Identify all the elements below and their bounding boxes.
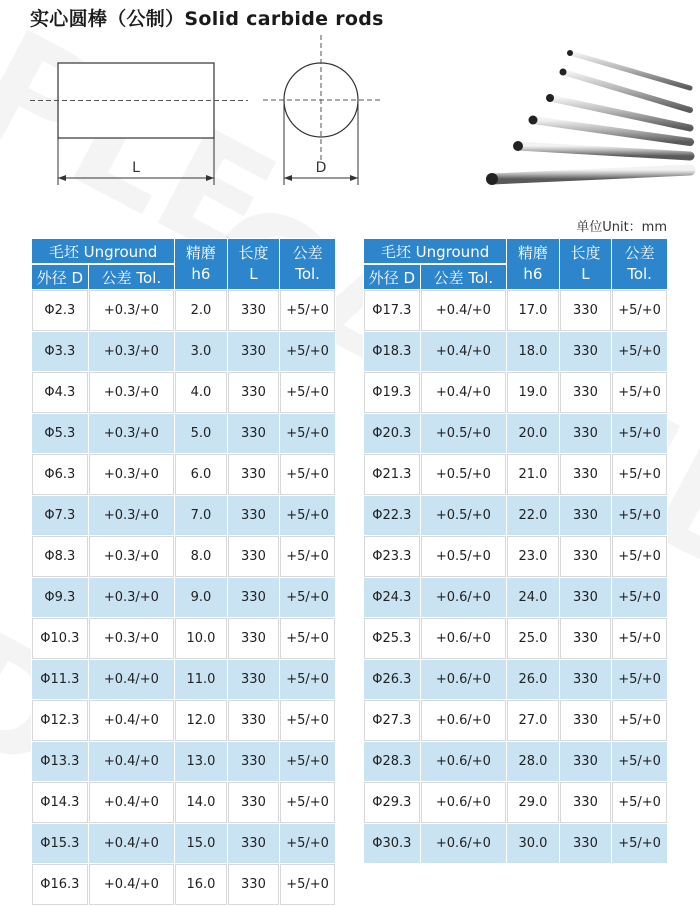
table-row <box>364 454 667 495</box>
cell-tolerance: +5/+0 <box>280 414 335 453</box>
cell-tolerance: +5/+0 <box>612 454 667 495</box>
table-row <box>364 496 667 535</box>
table-row <box>32 496 335 535</box>
table-row <box>32 536 335 577</box>
cell-length: 330 <box>228 742 279 781</box>
table-row <box>32 618 335 659</box>
cell-tolerance: +5/+0 <box>280 700 335 741</box>
table-row <box>364 414 667 453</box>
cell-unground-tolerance: +0.5/+0 <box>421 454 506 495</box>
cell-length: 330 <box>228 414 279 453</box>
table-row <box>32 782 335 823</box>
cell-ground-h6: 17.0 <box>507 290 559 331</box>
header-outer-diameter: 外径 D <box>364 265 420 289</box>
cell-length: 330 <box>560 618 611 659</box>
cell-tolerance: +5/+0 <box>612 414 667 453</box>
table-row <box>32 824 335 863</box>
cell-outer-diameter: Φ29.3 <box>364 782 420 823</box>
cell-ground-h6: 9.0 <box>175 578 227 617</box>
carbide-rods-photo <box>486 50 690 185</box>
cell-ground-h6: 26.0 <box>507 660 559 699</box>
cell-length: 330 <box>228 454 279 495</box>
cell-unground-tolerance: +0.4/+0 <box>89 660 174 699</box>
cell-length: 330 <box>560 372 611 413</box>
cell-unground-tolerance: +0.6/+0 <box>421 660 506 699</box>
cell-tolerance: +5/+0 <box>280 824 335 863</box>
cell-length: 330 <box>560 660 611 699</box>
header-outer-diameter: 外径 D <box>32 265 88 289</box>
cell-outer-diameter: Φ15.3 <box>32 824 88 863</box>
cell-ground-h6: 22.0 <box>507 496 559 535</box>
cell-unground-tolerance: +0.4/+0 <box>89 864 174 905</box>
cell-length: 330 <box>228 782 279 823</box>
cell-unground-tolerance: +0.6/+0 <box>421 824 506 863</box>
cell-outer-diameter: Φ20.3 <box>364 414 420 453</box>
cell-tolerance: +5/+0 <box>612 578 667 617</box>
cell-unground-tolerance: +0.6/+0 <box>421 618 506 659</box>
cell-outer-diameter: Φ4.3 <box>32 372 88 413</box>
header-length: 长度 L <box>560 239 611 289</box>
cell-unground-tolerance: +0.3/+0 <box>89 332 174 371</box>
cell-ground-h6: 29.0 <box>507 782 559 823</box>
cell-unground-tolerance: +0.6/+0 <box>421 700 506 741</box>
cell-outer-diameter: Φ27.3 <box>364 700 420 741</box>
cell-ground-h6: 25.0 <box>507 618 559 659</box>
cell-length: 330 <box>560 782 611 823</box>
header-unground-tolerance: 公差 Tol. <box>421 265 506 289</box>
cell-ground-h6: 28.0 <box>507 742 559 781</box>
table-row <box>364 660 667 699</box>
cell-ground-h6: 7.0 <box>175 496 227 535</box>
cell-tolerance: +5/+0 <box>280 782 335 823</box>
cell-tolerance: +5/+0 <box>612 700 667 741</box>
cell-unground-tolerance: +0.5/+0 <box>421 414 506 453</box>
table-row <box>364 742 667 781</box>
cell-outer-diameter: Φ7.3 <box>32 496 88 535</box>
cell-ground-h6: 10.0 <box>175 618 227 659</box>
cell-tolerance: +5/+0 <box>280 372 335 413</box>
table-row <box>32 864 335 905</box>
header-unground: 毛坯 Unground <box>364 239 506 264</box>
table-row <box>32 700 335 741</box>
cell-ground-h6: 30.0 <box>507 824 559 863</box>
cell-unground-tolerance: +0.3/+0 <box>89 290 174 331</box>
cell-unground-tolerance: +0.4/+0 <box>421 332 506 371</box>
cell-outer-diameter: Φ11.3 <box>32 660 88 699</box>
table-row <box>364 536 667 577</box>
cell-ground-h6: 21.0 <box>507 454 559 495</box>
header-ground-h6: 精磨 h6 <box>175 239 227 289</box>
cell-unground-tolerance: +0.4/+0 <box>89 700 174 741</box>
cell-length: 330 <box>560 578 611 617</box>
cell-tolerance: +5/+0 <box>612 536 667 577</box>
cell-ground-h6: 11.0 <box>175 660 227 699</box>
cell-outer-diameter: Φ19.3 <box>364 372 420 413</box>
cell-unground-tolerance: +0.6/+0 <box>421 742 506 781</box>
cell-length: 330 <box>560 496 611 535</box>
table-row <box>32 290 335 331</box>
cell-ground-h6: 3.0 <box>175 332 227 371</box>
cell-unground-tolerance: +0.4/+0 <box>421 372 506 413</box>
cell-tolerance: +5/+0 <box>280 332 335 371</box>
cell-length: 330 <box>228 332 279 371</box>
cell-outer-diameter: Φ17.3 <box>364 290 420 331</box>
table-row <box>364 290 667 331</box>
cell-ground-h6: 19.0 <box>507 372 559 413</box>
cell-tolerance: +5/+0 <box>612 290 667 331</box>
cell-ground-h6: 13.0 <box>175 742 227 781</box>
cell-length: 330 <box>560 332 611 371</box>
cell-outer-diameter: Φ25.3 <box>364 618 420 659</box>
cell-ground-h6: 4.0 <box>175 372 227 413</box>
cell-length: 330 <box>560 290 611 331</box>
cell-tolerance: +5/+0 <box>280 618 335 659</box>
cell-unground-tolerance: +0.6/+0 <box>421 578 506 617</box>
cell-length: 330 <box>228 290 279 331</box>
cell-outer-diameter: Φ18.3 <box>364 332 420 371</box>
cell-ground-h6: 15.0 <box>175 824 227 863</box>
header-unground-tolerance: 公差 Tol. <box>89 265 174 289</box>
table-row <box>32 372 335 413</box>
cell-outer-diameter: Φ21.3 <box>364 454 420 495</box>
cell-tolerance: +5/+0 <box>612 332 667 371</box>
cell-ground-h6: 18.0 <box>507 332 559 371</box>
cell-ground-h6: 2.0 <box>175 290 227 331</box>
cell-tolerance: +5/+0 <box>612 660 667 699</box>
cell-length: 330 <box>228 700 279 741</box>
cell-tolerance: +5/+0 <box>612 618 667 659</box>
cell-tolerance: +5/+0 <box>280 496 335 535</box>
header-unground: 毛坯 Unground <box>32 239 174 264</box>
cell-outer-diameter: Φ30.3 <box>364 824 420 863</box>
cell-length: 330 <box>228 824 279 863</box>
cell-unground-tolerance: +0.3/+0 <box>89 454 174 495</box>
cell-ground-h6: 16.0 <box>175 864 227 905</box>
cell-outer-diameter: Φ22.3 <box>364 496 420 535</box>
cell-ground-h6: 8.0 <box>175 536 227 577</box>
table-row <box>364 618 667 659</box>
cell-ground-h6: 6.0 <box>175 454 227 495</box>
rod-dimension-diagram <box>0 30 700 205</box>
cell-outer-diameter: Φ10.3 <box>32 618 88 659</box>
length-label: L <box>132 160 140 176</box>
cell-outer-diameter: Φ12.3 <box>32 700 88 741</box>
cell-tolerance: +5/+0 <box>280 660 335 699</box>
cell-outer-diameter: Φ26.3 <box>364 660 420 699</box>
cell-ground-h6: 24.0 <box>507 578 559 617</box>
cell-length: 330 <box>228 496 279 535</box>
table-row <box>32 578 335 617</box>
cell-outer-diameter: Φ16.3 <box>32 864 88 905</box>
cell-tolerance: +5/+0 <box>280 536 335 577</box>
cell-length: 330 <box>228 660 279 699</box>
cell-outer-diameter: Φ8.3 <box>32 536 88 577</box>
cell-outer-diameter: Φ5.3 <box>32 414 88 453</box>
cell-tolerance: +5/+0 <box>280 290 335 331</box>
cell-length: 330 <box>560 742 611 781</box>
cell-unground-tolerance: +0.5/+0 <box>421 496 506 535</box>
cell-tolerance: +5/+0 <box>612 496 667 535</box>
table-row <box>32 332 335 371</box>
header-ground-h6: 精磨 h6 <box>507 239 559 289</box>
cell-tolerance: +5/+0 <box>280 742 335 781</box>
cell-unground-tolerance: +0.6/+0 <box>421 782 506 823</box>
cell-unground-tolerance: +0.3/+0 <box>89 578 174 617</box>
cell-length: 330 <box>560 824 611 863</box>
cell-tolerance: +5/+0 <box>280 864 335 905</box>
cell-ground-h6: 14.0 <box>175 782 227 823</box>
cell-unground-tolerance: +0.3/+0 <box>89 414 174 453</box>
header-tolerance: 公差 Tol. <box>280 239 335 289</box>
table-row <box>364 700 667 741</box>
table-row <box>32 742 335 781</box>
cell-unground-tolerance: +0.3/+0 <box>89 372 174 413</box>
spec-table-right <box>363 238 668 864</box>
table-row <box>364 782 667 823</box>
table-row <box>364 824 667 863</box>
cell-length: 330 <box>560 414 611 453</box>
cell-ground-h6: 23.0 <box>507 536 559 577</box>
cell-ground-h6: 5.0 <box>175 414 227 453</box>
cell-ground-h6: 27.0 <box>507 700 559 741</box>
cell-tolerance: +5/+0 <box>280 454 335 495</box>
cell-unground-tolerance: +0.3/+0 <box>89 536 174 577</box>
table-row <box>32 454 335 495</box>
cell-unground-tolerance: +0.5/+0 <box>421 536 506 577</box>
header-tolerance: 公差 Tol. <box>612 239 667 289</box>
cell-outer-diameter: Φ6.3 <box>32 454 88 495</box>
cell-tolerance: +5/+0 <box>280 578 335 617</box>
cell-unground-tolerance: +0.3/+0 <box>89 496 174 535</box>
cell-length: 330 <box>228 578 279 617</box>
cell-outer-diameter: Φ24.3 <box>364 578 420 617</box>
cell-outer-diameter: Φ23.3 <box>364 536 420 577</box>
cell-tolerance: +5/+0 <box>612 742 667 781</box>
cell-outer-diameter: Φ3.3 <box>32 332 88 371</box>
cell-unground-tolerance: +0.4/+0 <box>89 782 174 823</box>
table-row <box>32 660 335 699</box>
diameter-label: D <box>315 160 327 176</box>
cell-unground-tolerance: +0.4/+0 <box>89 742 174 781</box>
cell-length: 330 <box>560 536 611 577</box>
cell-length: 330 <box>560 700 611 741</box>
table-row <box>364 578 667 617</box>
cell-outer-diameter: Φ14.3 <box>32 782 88 823</box>
cell-length: 330 <box>228 372 279 413</box>
spec-table-left <box>31 238 336 906</box>
cell-outer-diameter: Φ2.3 <box>32 290 88 331</box>
header-length: 长度 L <box>228 239 279 289</box>
cell-length: 330 <box>228 536 279 577</box>
cell-outer-diameter: Φ28.3 <box>364 742 420 781</box>
table-row <box>364 372 667 413</box>
cell-tolerance: +5/+0 <box>612 824 667 863</box>
table-row <box>364 332 667 371</box>
cell-tolerance: +5/+0 <box>612 372 667 413</box>
cell-unground-tolerance: +0.4/+0 <box>89 824 174 863</box>
cell-length: 330 <box>228 864 279 905</box>
cell-tolerance: +5/+0 <box>612 782 667 823</box>
cell-ground-h6: 12.0 <box>175 700 227 741</box>
cell-ground-h6: 20.0 <box>507 414 559 453</box>
cell-outer-diameter: Φ13.3 <box>32 742 88 781</box>
page-title: 实心圆棒（公制）Solid carbide rods <box>30 8 384 30</box>
unit-label: 单位Unit：mm <box>576 220 667 235</box>
cell-outer-diameter: Φ9.3 <box>32 578 88 617</box>
cell-unground-tolerance: +0.3/+0 <box>89 618 174 659</box>
table-row <box>32 414 335 453</box>
cell-length: 330 <box>228 618 279 659</box>
cell-length: 330 <box>560 454 611 495</box>
cell-unground-tolerance: +0.4/+0 <box>421 290 506 331</box>
